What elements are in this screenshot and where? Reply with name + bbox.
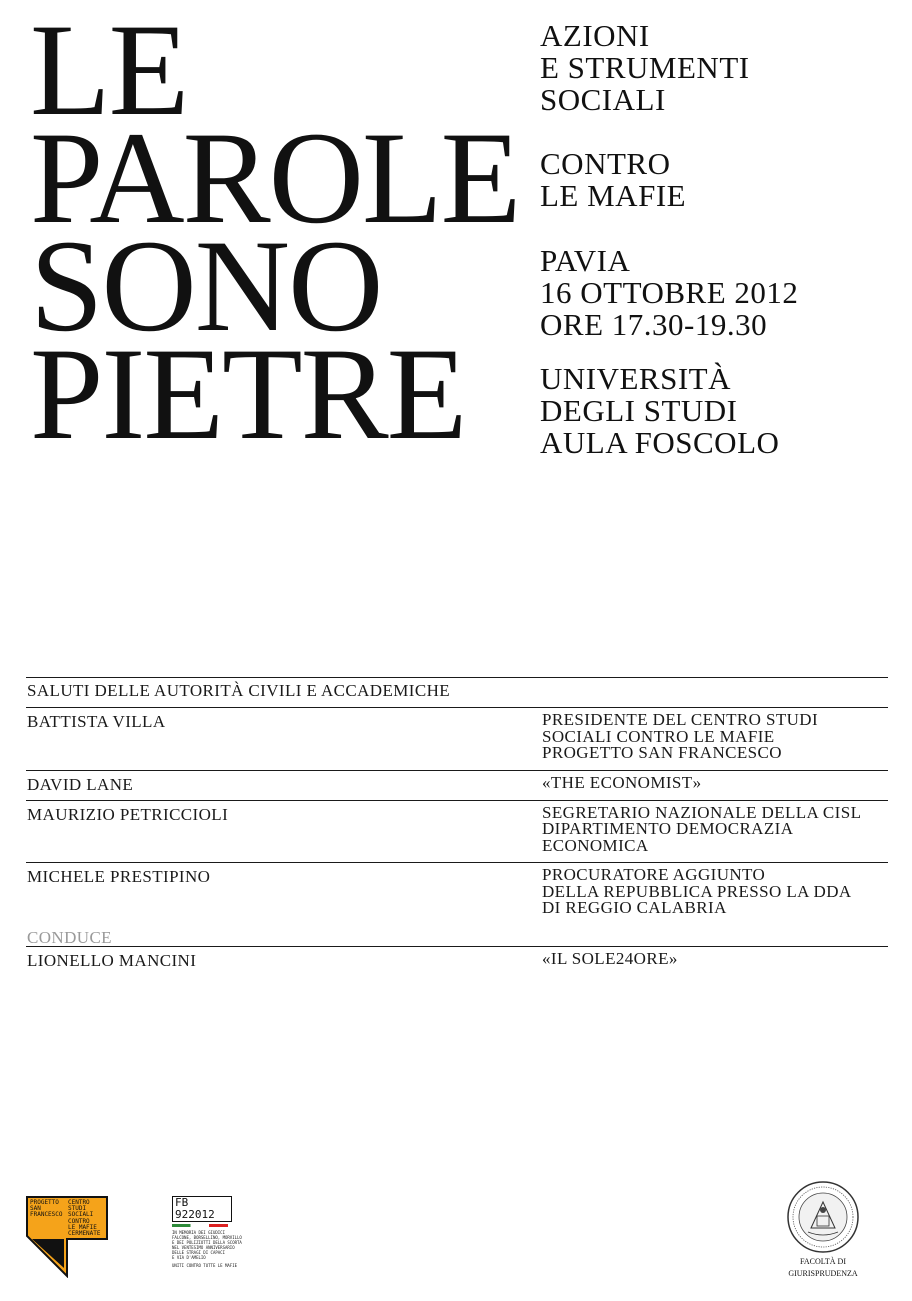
speaker-role: [542, 802, 888, 855]
speaker-name: MICHELE PRESTIPINO: [27, 867, 211, 886]
fb-memorial-text: IN MEMORIA DEI GIUDICI FALCONE, BORSELLINO, MORVILLO E DEI POLIZIOTTI DELLA SCORTA NEL VENTESIMO ANNIVERSARIO DELLE STRAGI DI CAPACI E VIA D'AMELIO: [172, 1230, 242, 1260]
speaker-role-line: PROGETTO SAN FRANCESCO: [542, 743, 782, 762]
fb-tagline: UNITI CONTRO TUTTE LE MAFIE: [172, 1263, 238, 1268]
venue-line: AULA FOSCOLO: [540, 425, 780, 460]
event-date-time: [540, 245, 900, 341]
program-row-greeting: [26, 677, 888, 707]
university-seal-icon: [786, 1180, 860, 1254]
speaker-role-line: SEGRETARIO NAZIONALE DELLA CISL: [542, 802, 862, 822]
program-row: [26, 862, 888, 925]
speaker-role-line: PRESIDENTE DEL CENTRO STUDI: [542, 710, 819, 729]
title-line-3: SONO: [30, 212, 382, 359]
moderator-role: [542, 948, 888, 968]
title-line-2: PAROLE: [30, 104, 520, 251]
event-city: PAVIA: [540, 243, 631, 278]
theme-line: SOCIALI: [540, 82, 666, 117]
speaker-role-line: DI REGGIO CALABRIA: [542, 898, 727, 917]
poster-title: [30, 0, 520, 467]
italian-flag-icon: [172, 1224, 228, 1227]
event-time: ORE 17.30-19.30: [540, 307, 768, 342]
psf-logo-text-right: CENTRO STUDI SOCIALI CONTRO LE MAFIE CERMENATE: [68, 1199, 101, 1238]
event-date: 16 OTTOBRE 2012: [540, 275, 799, 310]
speaker-name: MAURIZIO PETRICCIOLI: [27, 804, 229, 824]
event-venue: [540, 363, 900, 459]
psf-logo-text-left: PROGETTO SAN FRANCESCO: [30, 1199, 63, 1219]
fb-922012-logo: [172, 1196, 242, 1268]
speaker-role: [542, 867, 888, 917]
theme-line: E STRUMENTI: [540, 50, 750, 85]
speaker-role-line: «THE ECONOMIST»: [542, 772, 702, 792]
program-row: [26, 707, 888, 770]
speaker-role-line: SOCIALI CONTRO LE MAFIE: [542, 726, 775, 746]
program-row: [26, 800, 888, 863]
speaker-role-line: DELLA REPUBBLICA PRESSO LA DDA: [542, 881, 852, 901]
greeting-text: SALUTI DELLE AUTORITÀ CIVILI E ACCADEMICHE: [27, 681, 451, 700]
theme2-line: LE MAFIE: [540, 178, 687, 213]
progetto-san-francesco-logo: [26, 1196, 108, 1278]
event-theme-2: [540, 148, 900, 212]
speaker-role: [542, 772, 888, 792]
program-row-moderator: [26, 946, 888, 976]
speaker-role-line: PROCURATORE AGGIUNTO: [542, 865, 766, 884]
faculty-label-line: FACOLTÀ DI: [799, 1257, 846, 1266]
theme2-line: CONTRO: [540, 146, 671, 181]
speaker-role-line: DIPARTIMENTO DEMOCRAZIA: [542, 819, 794, 838]
moderator-role-line: «IL SOLE24ORE»: [542, 948, 678, 968]
theme-line: AZIONI: [540, 18, 650, 53]
moderator-name: LIONELLO MANCINI: [27, 950, 197, 970]
fb-badge: FB 922012: [172, 1196, 232, 1222]
speaker-role-line: ECONOMICA: [542, 835, 649, 855]
venue-line: DEGLI STUDI: [540, 393, 738, 428]
speaker-name: BATTISTA VILLA: [27, 712, 166, 731]
speaker-role: [542, 712, 888, 762]
program-row: [26, 770, 888, 800]
faculty-label-line: GIURISPRUDENZA: [788, 1269, 858, 1278]
title-line-1: LE: [30, 0, 188, 143]
title-line-4: PIETRE: [30, 320, 466, 467]
faculty-logo: [780, 1180, 866, 1278]
venue-line: UNIVERSITÀ: [540, 361, 731, 396]
moderator-label: CONDUCE: [27, 927, 112, 947]
speaker-name: DAVID LANE: [27, 774, 134, 794]
event-theme: [540, 20, 900, 116]
event-info: [540, 20, 900, 491]
program-table: [26, 677, 888, 976]
